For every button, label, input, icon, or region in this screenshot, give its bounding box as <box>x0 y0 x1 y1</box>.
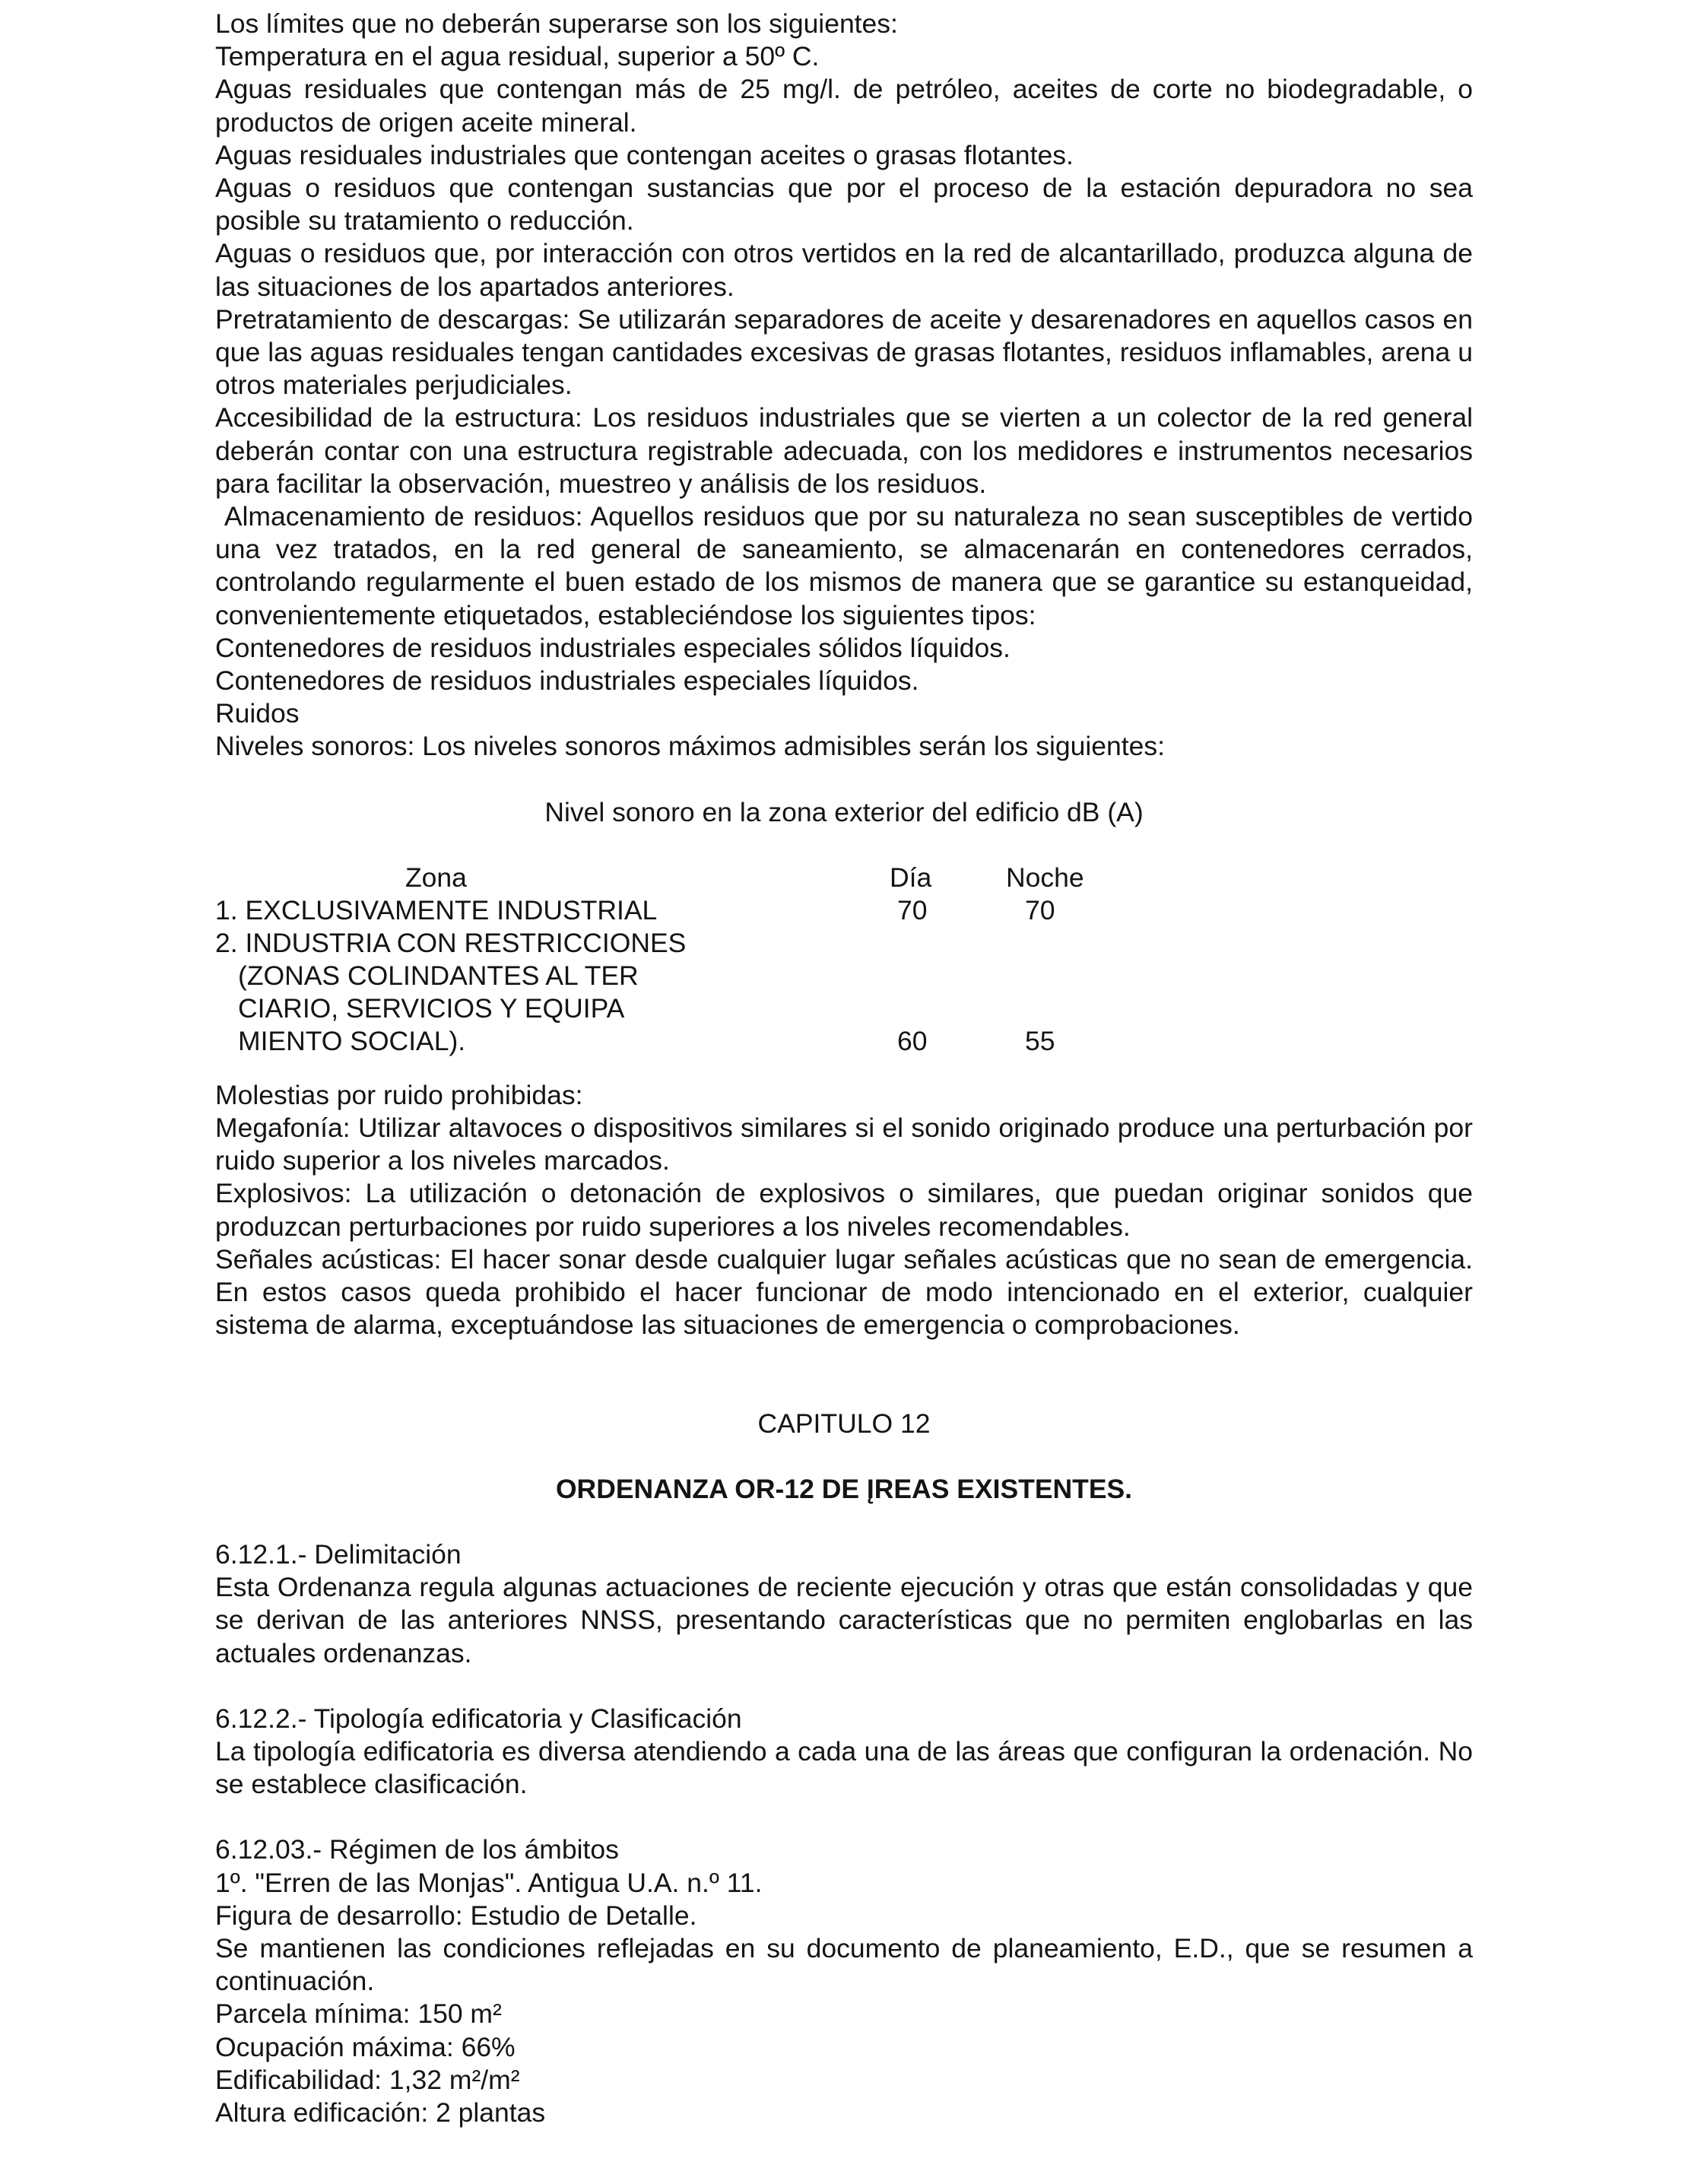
row1-zone: 1. EXCLUSIVAMENTE INDUSTRIAL <box>215 894 658 925</box>
buildability: Edificabilidad: 1,32 m²/m² <box>215 2064 520 2095</box>
development-figure: Figura de desarrollo: Estudio de Detalle. <box>215 1900 697 1931</box>
row2-zone-line1: 2. INDUSTRIA CON RESTRICCIONES <box>215 927 687 958</box>
container-type-2: Contenedores de residuos industriales especiales líquidos. <box>215 665 919 697</box>
megafonia-paragraph: Megafonía: Utilizar altavoces o dispositivos similares si el sonido originado produce una perturbación por ruido superior a los niveles marcados. <box>215 1113 1473 1176</box>
row2-zone-line3: CIARIO, SERVICIOS Y EQUIPA <box>238 992 625 1024</box>
row2-night: 55 <box>1025 1025 1055 1056</box>
min-plot: Parcela mínima: 150 m² <box>215 1998 502 2030</box>
article-1-heading: 6.12.1.- Delimitación <box>215 1538 462 1570</box>
container-type-1: Contenedores de residuos industriales especiales sólidos líquidos. <box>215 632 1011 663</box>
header-night: Noche <box>1006 862 1084 893</box>
row2-zone-line2: (ZONAS COLINDANTES AL TER <box>238 960 639 991</box>
limit-untreatable: Aguas o residuos que contengan sustancias que por el proceso de la estación depuradora no sea posible su tratamiento o reducción. <box>215 173 1473 236</box>
storage-paragraph: Almacenamiento de residuos: Aquellos residuos que por su naturaleza no sean susceptibles de vertido una vez tratados, en la red general de saneamiento, se almacenarán en contenedores cerrados, controlando regularmente el buen estado de los mismos de manera que se garantice su estanqueidad, convenientemente etiquetados, estableciéndose los siguientes tipos: <box>215 501 1480 630</box>
limit-oil: Aguas residuales que contengan más de 25 mg/l. de petróleo, aceites de corte no biodegradable, o productos de origen aceite mineral. <box>215 74 1473 138</box>
article-2-body: La tipología edificatoria es diversa atendiendo a cada una de las áreas que configuran la ordenación. No se establece clasificación. <box>215 1735 1473 1800</box>
senales-paragraph: Señales acústicas: El hacer sonar desde cualquier lugar señales acústicas que no sean de emergencia. En estos casos queda prohibido el hacer funcionar de modo intencionado en el exterior, cualquier sistema de alarma, exceptuándose las situaciones de emergencia o comprobaciones. <box>215 1243 1473 1341</box>
article-3-heading: 6.12.03.- Régimen de los ámbitos <box>215 1834 619 1865</box>
limit-floating-grease: Aguas residuales industriales que contengan aceites o grasas flotantes. <box>215 139 1074 170</box>
prohibited-noise-heading: Molestias por ruido prohibidas: <box>215 1079 583 1110</box>
row2-zone-line4: MIENTO SOCIAL). <box>238 1025 466 1056</box>
row1-night: 70 <box>1025 894 1055 925</box>
limits-intro: Los límites que no deberán superarse son los siguientes: <box>215 8 898 39</box>
pretreatment-paragraph: Pretratamiento de descargas: Se utilizarán separadores de aceite y desarenadores en aquellos casos en que las aguas residuales tengan cantidades excesivas de grasas flotantes, residuos inflamables, arena u otros materiales perjudiciales. <box>215 303 1473 401</box>
chapter-label: CAPITULO 12 <box>757 1408 931 1439</box>
noise-table-caption: Nivel sonoro en la zona exterior del edificio dB (A) <box>544 796 1144 827</box>
accessibility-paragraph: Accesibilidad de la estructura: Los residuos industriales que se vierten a un colector de la red general deberán contar con una estructura registrable adecuada, con los medidores e instrumentos necesarios para facilitar la observación, muestreo y análisis de los residuos. <box>215 402 1473 499</box>
max-occupation: Ocupación máxima: 66% <box>215 2031 516 2062</box>
noise-heading: Ruidos <box>215 698 300 729</box>
row1-day: 70 <box>897 894 928 925</box>
document-page <box>215 0 1480 2129</box>
header-day: Día <box>890 862 932 893</box>
row2-day: 60 <box>897 1025 928 1056</box>
article-1-body: Esta Ordenanza regula algunas actuaciones de reciente ejecución y otras que están consolidadas y que se derivan de las anteriores NNSS, presentando características que no permiten englobarlas en las actuales ordenanzas. <box>215 1572 1473 1668</box>
limit-interaction: Aguas o residuos que, por interacción con otros vertidos en la red de alcantarillado, produzca alguna de las situaciones de los apartados anteriores. <box>215 238 1473 302</box>
area-name: 1º. "Erren de las Monjas". Antigua U.A. n.º 11. <box>215 1867 763 1898</box>
limit-temperature: Temperatura en el agua residual, superior a 50º C. <box>215 41 820 72</box>
noise-levels-intro: Niveles sonoros: Los niveles sonoros máximos admisibles serán los siguientes: <box>215 731 1165 762</box>
header-zone: Zona <box>405 862 467 893</box>
noise-level-table <box>215 862 1473 1059</box>
explosivos-paragraph: Explosivos: La utilización o detonación de explosivos o similares, que puedan originar sonidos que produzcan perturbaciones por ruido superiores a los niveles recomendables. <box>215 1178 1473 1242</box>
chapter-title: ORDENANZA OR-12 DE ĮREAS EXISTENTES. <box>555 1473 1133 1504</box>
building-height: Altura edificación: 2 plantas <box>215 2097 546 2128</box>
conditions-paragraph: Se mantienen las condiciones reflejadas en su documento de planeamiento, E.D., que se resumen a continuación. <box>215 1932 1473 1997</box>
article-2-heading: 6.12.2.- Tipología edificatoria y Clasificación <box>215 1703 742 1734</box>
